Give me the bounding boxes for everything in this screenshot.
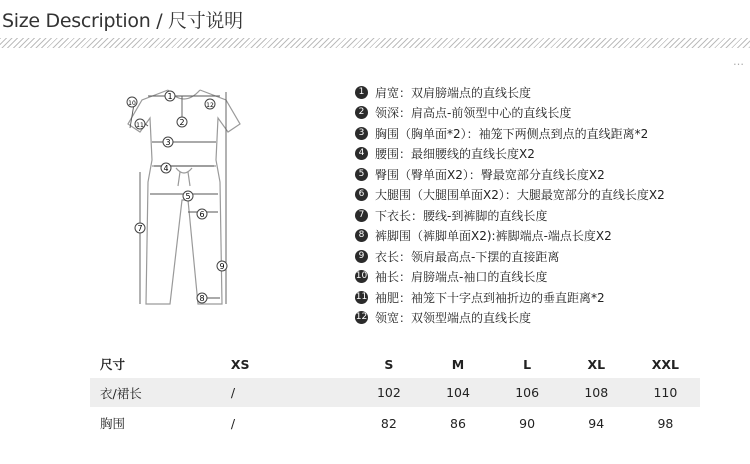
svg-text:3: 3 — [165, 138, 171, 147]
table-cell: 90 — [519, 415, 536, 431]
number-badge: 2 — [355, 106, 368, 119]
column-header: XL — [587, 356, 606, 372]
marker-7 — [135, 223, 145, 233]
svg-text:12: 12 — [206, 102, 214, 109]
svg-text:6: 6 — [199, 210, 205, 219]
table-header-row — [90, 350, 700, 378]
number-badge: 10 — [355, 271, 368, 282]
marker-9 — [217, 261, 227, 271]
marker-4 — [161, 163, 171, 173]
number-badge: 3 — [355, 127, 368, 140]
column-header: S — [384, 356, 394, 372]
marker-8 — [197, 293, 207, 303]
legend-item — [355, 267, 745, 288]
legend-item — [355, 103, 745, 124]
number-badge: 12 — [355, 312, 368, 323]
column-header: 尺寸 — [100, 357, 126, 372]
legend-item — [355, 205, 745, 226]
number-badge: 9 — [355, 250, 368, 263]
marker-10 — [127, 97, 137, 107]
legend-text: 腰围：最细腰线的直线长度X2 — [375, 147, 535, 162]
legend-text: 臀围（臀单面X2）：臀最宽部分直线长度X2 — [375, 167, 605, 182]
table-cell: 86 — [450, 415, 466, 431]
legend-text: 领深：肩高点-前领型中心的直线长度 — [375, 106, 572, 121]
number-badge: 4 — [355, 147, 368, 160]
table-cell: / — [203, 378, 354, 407]
table-cell: 104 — [423, 378, 492, 407]
marker-1 — [165, 91, 175, 101]
number-badge: 11 — [355, 291, 368, 302]
number-badge: 5 — [355, 168, 368, 181]
legend-item — [355, 287, 745, 308]
marker-6 — [197, 209, 207, 219]
column-header: XXL — [651, 356, 680, 372]
table-cell: / — [230, 415, 236, 431]
scroll-indicator[interactable]: … — [733, 55, 744, 68]
table-cell: 98 — [657, 415, 674, 431]
number-badge: 6 — [355, 188, 368, 201]
legend-text: 衣长：领肩最高点-下摆的直接距离 — [375, 249, 560, 264]
marker-3 — [163, 137, 173, 147]
legend-text: 肩宽：双肩膀端点的直线长度 — [375, 85, 532, 100]
marker-5 — [183, 191, 193, 201]
table-cell: 94 — [588, 415, 605, 431]
svg-text:11: 11 — [136, 122, 144, 129]
table-cell: 102 — [354, 378, 423, 407]
marker-11 — [135, 119, 145, 129]
svg-text:10: 10 — [128, 100, 136, 107]
marker-12 — [205, 99, 215, 109]
table-cell: 108 — [562, 378, 631, 407]
measurement-legend — [355, 82, 745, 328]
legend-text: 袖肥：袖笼下十字点到袖折边的垂直距离*2 — [375, 290, 605, 305]
header — [0, 0, 750, 52]
legend-text: 裤脚围（裤脚单面X2):裤脚端点-端点长度X2 — [375, 229, 612, 244]
svg-text:7: 7 — [137, 224, 143, 233]
legend-item — [355, 82, 745, 103]
column-header: L — [523, 356, 532, 372]
legend-item — [355, 308, 745, 329]
number-badge: 1 — [355, 86, 368, 99]
table-row — [90, 378, 700, 407]
garment-diagram — [118, 82, 250, 312]
table-row — [90, 407, 700, 439]
table-cell: 106 — [493, 378, 562, 407]
svg-text:5: 5 — [185, 192, 191, 201]
legend-item — [355, 185, 745, 206]
page-title: Size Description / 尺寸说明 — [2, 10, 243, 32]
legend-text: 下衣长：腰线-到裤脚的直线长度 — [375, 208, 548, 223]
size-table — [90, 350, 700, 439]
svg-text:2: 2 — [179, 118, 185, 127]
number-badge: 8 — [355, 229, 368, 242]
svg-text:9: 9 — [219, 262, 225, 271]
svg-text:1: 1 — [167, 92, 173, 101]
legend-text: 领宽：双领型端点的直线长度 — [375, 311, 532, 326]
divider-stripe — [0, 38, 750, 48]
marker-2 — [177, 117, 187, 127]
legend-item — [355, 164, 745, 185]
legend-text: 胸围（胸单面*2）：袖笼下两侧点到点的直线距离*2 — [375, 126, 649, 141]
legend-text: 大腿围（大腿围单面X2）：大腿最宽部分的直线长度X2 — [375, 188, 665, 203]
table-cell: 82 — [380, 415, 397, 431]
svg-text:8: 8 — [199, 294, 205, 303]
number-badge: 7 — [355, 209, 368, 222]
legend-item — [355, 123, 745, 144]
row-label: 胸围 — [100, 416, 126, 431]
row-label: 衣/裙长 — [90, 378, 203, 407]
legend-text: 袖长：肩膀端点-袖口的直线长度 — [375, 270, 548, 285]
column-header: XS — [230, 356, 250, 372]
table-cell: 110 — [631, 378, 700, 407]
svg-text:4: 4 — [163, 164, 169, 173]
column-header: M — [451, 356, 465, 372]
legend-item — [355, 226, 745, 247]
legend-item — [355, 246, 745, 267]
legend-item — [355, 144, 745, 165]
jumpsuit-illustration — [118, 82, 250, 312]
